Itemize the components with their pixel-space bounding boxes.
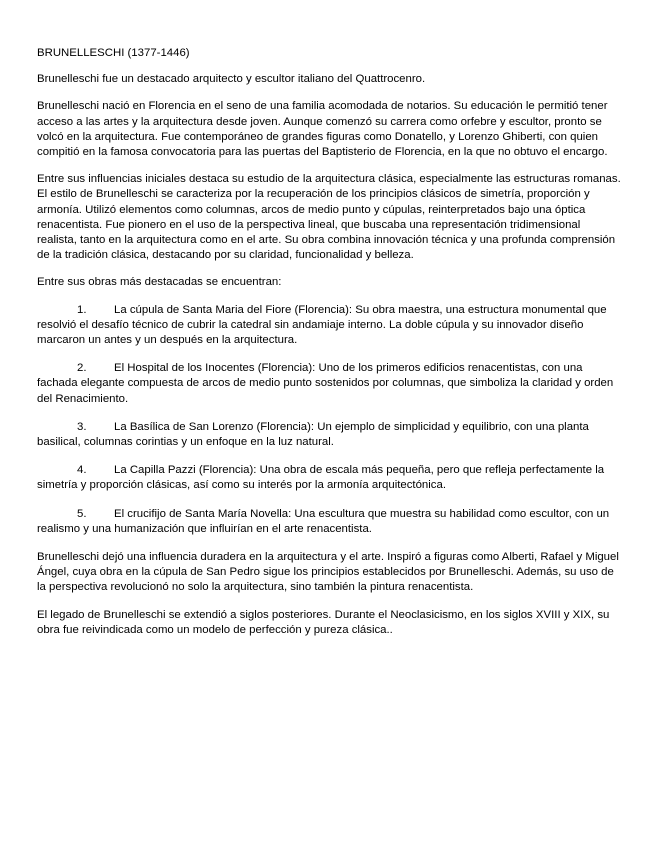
list-item xyxy=(37,463,622,493)
list-item-number: 3. xyxy=(77,420,87,433)
list-item-text: El Hospital de los Inocentes (Florencia): Uno de los primeros edificios renacentistas, con una fachada elegante compuesta de arcos de medio punto sostenidos por columnas, que simboliza la claridad y orden del Renacimiento. xyxy=(37,362,614,405)
list-item-number: 1. xyxy=(77,303,87,316)
list-item-text: El crucifijo de Santa María Novella: Una escultura que muestra su habilidad como escultor, con un realismo y una humanización que influirían en el arte renacentista. xyxy=(37,507,610,535)
list-item xyxy=(37,507,622,537)
works-list xyxy=(37,303,622,537)
list-item xyxy=(37,361,622,407)
list-item xyxy=(37,420,622,450)
list-item-text: La Capilla Pazzi (Florencia): Una obra de escala más pequeña, pero que refleja perfectamente la simetría y proporción clásicas, así como su interés por la armonía arquitectónica. xyxy=(37,464,605,492)
document-title: BRUNELLESCHI (1377-1446) xyxy=(37,47,190,59)
list-item-text: La cúpula de Santa Maria del Fiore (Florencia): Su obra maestra, una estructura monumental que resolvió el desafío técnico de cubrir la catedral sin andamiaje interno. La doble cúpula y su innovador diseño marcaron un antes y un después en la arquitectura. xyxy=(37,303,607,347)
style-paragraph: Entre sus influencias iniciales destaca su estudio de la arquitectura clásica, especialmente las estructuras romanas. El estilo de Brunelleschi se caracteriza por la recuperación de los principios clásicos de simetría, proporción y armonía. Utilizó elementos como columnas, arcos de medio punto y cúpulas, reinterpretados bajo una óptica renacentista. Fue pionero en el uso de la perspectiva lineal, que buscaba una representación tridimensional realista, tanto en la arquitectura como en el arte. Su obra combina innovación técnica y una profunda comprensión de la tradición clásica, destacando por su claridad, funcionalidad y belleza. xyxy=(37,173,621,262)
works-intro-paragraph: Entre sus obras más destacadas se encuentran: xyxy=(37,276,282,289)
list-item xyxy=(37,303,622,349)
list-item-number: 4. xyxy=(77,464,87,477)
list-item-text: La Basílica de San Lorenzo (Florencia): Un ejemplo de simplicidad y equilibrio, con una planta basilical, columnas corintias y un enfoque en la luz natural. xyxy=(37,420,589,449)
biography-paragraph: Brunelleschi nació en Florencia en el seno de una familia acomodada de notarios. Su educación le permitió tener acceso a las artes y la arquitectura desde joven. Aunque comenzó su carrera como orfebre y escultor, pronto se volcó en la arquitectura. Fue contemporáneo de grandes figuras como Donatello, y Lorenzo Ghiberti, con quien compitió en la famosa convocatoria para las puertas del Baptisterio de Florencia, en la que no obtuvo el encargo. xyxy=(37,100,608,159)
list-item-number: 5. xyxy=(77,507,87,520)
document-page xyxy=(37,46,622,650)
legacy-paragraph: Brunelleschi dejó una influencia duradera en la arquitectura y el arte. Inspiró a figuras como Alberti, Rafael y Miguel Ángel, cuya obra en la cúpula de San Pedro sigue los principios establecidos por Brunelleschi. Además, su uso de la perspectiva revolucionó no solo la arquitectura, sino también la pintura renacentista. xyxy=(37,551,619,594)
list-item-number: 2. xyxy=(77,362,87,375)
later-legacy-paragraph: El legado de Brunelleschi se extendió a siglos posteriores. Durante el Neoclasicismo, en los siglos XVIII y XIX, su obra fue reivindicada como un modelo de perfección y pureza clásica.. xyxy=(37,608,610,636)
intro-paragraph: Brunelleschi fue un destacado arquitecto y escultor italiano del Quattrocenro. xyxy=(37,73,426,86)
